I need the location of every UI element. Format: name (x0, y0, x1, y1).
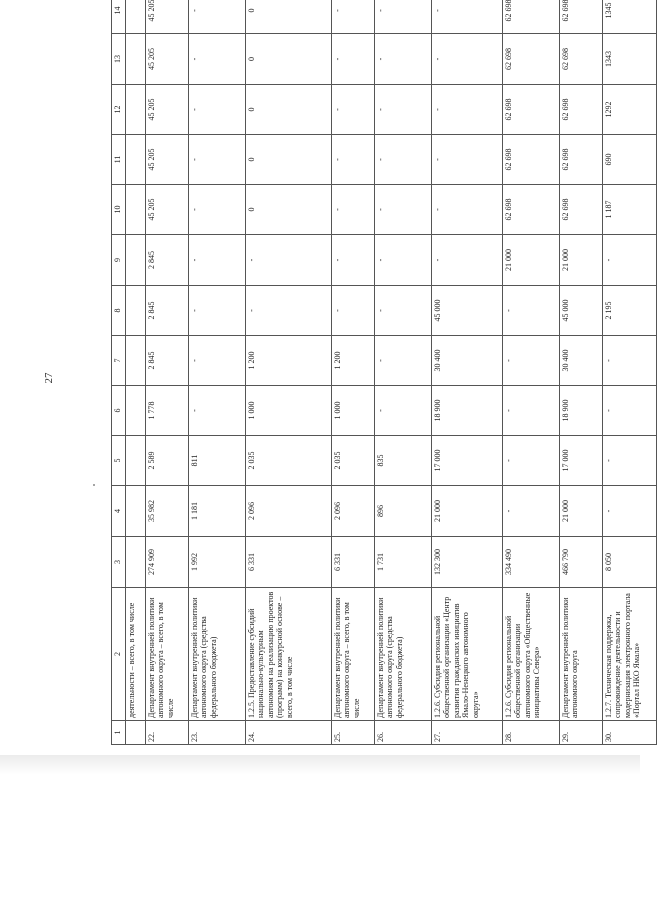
column-header: 2 (112, 588, 126, 721)
scan-dot (93, 484, 95, 486)
row-name-cell: 1.2.5. Предоставление субсидий национально-культурным автономиям на реализацию проектов (программ) на конкурсной основе – всего, в том числе (246, 588, 332, 721)
value-cell: 1 000 (332, 386, 375, 436)
table-row (189, 0, 246, 745)
value-cell: 21 000 (432, 486, 503, 537)
value-cell: 2 589 (146, 436, 189, 486)
value-cell (126, 34, 146, 85)
row-number-cell: 24. (246, 721, 332, 745)
value-cell: 1343 (603, 34, 657, 85)
value-cell: - (332, 235, 375, 286)
table-row (332, 0, 375, 745)
value-cell (126, 85, 146, 135)
value-cell: 0 (246, 0, 332, 34)
value-cell: - (246, 235, 332, 286)
value-cell: - (332, 185, 375, 235)
column-header: 7 (112, 336, 126, 386)
table-row (603, 0, 657, 745)
value-cell: 62 698 (503, 185, 560, 235)
value-cell: - (332, 286, 375, 336)
value-cell: - (189, 185, 246, 235)
value-cell: 18 900 (432, 386, 503, 436)
value-cell: 896 (375, 486, 432, 537)
value-cell: 1 992 (189, 537, 246, 588)
value-cell: - (432, 185, 503, 235)
column-header: 11 (112, 135, 126, 185)
value-cell: - (189, 235, 246, 286)
value-cell (126, 336, 146, 386)
value-cell: - (603, 336, 657, 386)
value-cell: - (375, 85, 432, 135)
value-cell: - (189, 286, 246, 336)
value-cell: 1 187 (603, 185, 657, 235)
value-cell: - (375, 34, 432, 85)
row-name-cell: Департамент внутренней политики автономного округа (560, 588, 603, 721)
value-cell: 0 (246, 135, 332, 185)
value-cell: 45 205 (146, 185, 189, 235)
value-cell: 1292 (603, 85, 657, 135)
table-row (560, 0, 603, 745)
value-cell: - (432, 235, 503, 286)
value-cell: 334 490 (503, 537, 560, 588)
value-cell: 835 (375, 436, 432, 486)
column-header: 13 (112, 34, 126, 85)
value-cell: 6 331 (332, 537, 375, 588)
value-cell: 62 698 (503, 34, 560, 85)
table-row (146, 0, 189, 745)
value-cell: - (503, 286, 560, 336)
value-cell: 62 698 (560, 85, 603, 135)
value-cell (126, 486, 146, 537)
value-cell: - (375, 386, 432, 436)
value-cell (126, 135, 146, 185)
value-cell: 62 698 (560, 34, 603, 85)
value-cell: 274 909 (146, 537, 189, 588)
value-cell: - (603, 436, 657, 486)
row-number-cell: 27. (432, 721, 503, 745)
value-cell: 62 698 (560, 0, 603, 34)
value-cell: 1 731 (375, 537, 432, 588)
value-cell: - (375, 135, 432, 185)
value-cell: 17 000 (560, 436, 603, 486)
value-cell: 35 982 (146, 486, 189, 537)
value-cell: - (603, 486, 657, 537)
value-cell (126, 286, 146, 336)
row-number-cell: 23. (189, 721, 246, 745)
value-cell: 2 845 (146, 286, 189, 336)
row-number-cell: 25. (332, 721, 375, 745)
value-cell: - (246, 286, 332, 336)
table-row (246, 0, 332, 745)
value-cell: - (503, 486, 560, 537)
value-cell: - (189, 386, 246, 436)
column-header: 5 (112, 436, 126, 486)
value-cell: 1 181 (189, 486, 246, 537)
value-cell: 62 698 (503, 135, 560, 185)
value-cell (126, 386, 146, 436)
value-cell: 1345 (603, 0, 657, 34)
table-header-row (112, 0, 126, 745)
value-cell: - (503, 436, 560, 486)
value-cell: - (189, 34, 246, 85)
value-cell: - (375, 235, 432, 286)
value-cell: - (503, 336, 560, 386)
value-cell: - (189, 0, 246, 34)
value-cell: 62 698 (560, 185, 603, 235)
value-cell: 30 400 (560, 336, 603, 386)
value-cell: 8 050 (603, 537, 657, 588)
column-header: 14 (112, 0, 126, 34)
table-row (126, 0, 146, 745)
value-cell: - (375, 336, 432, 386)
value-cell: 1 200 (332, 336, 375, 386)
value-cell: 132 300 (432, 537, 503, 588)
value-cell: 17 000 (432, 436, 503, 486)
value-cell: 0 (246, 85, 332, 135)
column-header: 9 (112, 235, 126, 286)
table-row (503, 0, 560, 745)
value-cell: 1 778 (146, 386, 189, 436)
value-cell: 45 000 (432, 286, 503, 336)
row-name-cell: 1.2.7. Техническая поддержка, сопровождение деятельности и модернизация электронного портала «Портал НКО Ямала» (603, 588, 657, 721)
value-cell: 2 845 (146, 336, 189, 386)
value-cell (126, 537, 146, 588)
value-cell (126, 436, 146, 486)
value-cell: 2 096 (332, 486, 375, 537)
row-number-cell: 22. (146, 721, 189, 745)
value-cell: - (189, 85, 246, 135)
row-number-cell: 29. (560, 721, 603, 745)
column-header: 4 (112, 486, 126, 537)
row-name-cell: 1.2.6. Субсидия региональной общественной организации автономного округа «Общественные инициативы Севера» (503, 588, 560, 721)
column-header: 1 (112, 721, 126, 745)
value-cell: 690 (603, 135, 657, 185)
page-number: 27 (43, 372, 55, 384)
value-cell: 21 000 (560, 235, 603, 286)
value-cell: 0 (246, 34, 332, 85)
value-cell: - (375, 286, 432, 336)
value-cell (126, 0, 146, 34)
scan-shadow (0, 755, 640, 775)
value-cell: 62 698 (503, 0, 560, 34)
value-cell (126, 185, 146, 235)
row-name-cell: деятельности – всего, в том числе (126, 588, 146, 721)
row-number-cell (126, 721, 146, 745)
value-cell: 1 200 (246, 336, 332, 386)
value-cell: 2 096 (246, 486, 332, 537)
value-cell: - (189, 135, 246, 185)
value-cell: 45 205 (146, 0, 189, 34)
table-row (375, 0, 432, 745)
value-cell: - (503, 386, 560, 436)
value-cell: - (375, 0, 432, 34)
value-cell (126, 235, 146, 286)
row-name-cell: 1.2.6. Субсидия региональной общественной организации «Центр развития гражданских инициатив Ямало-Ненецкого автономного округа» (432, 588, 503, 721)
value-cell: - (375, 185, 432, 235)
column-header: 12 (112, 85, 126, 135)
value-cell: 45 205 (146, 135, 189, 185)
value-cell: 2 035 (332, 436, 375, 486)
value-cell: 0 (246, 185, 332, 235)
value-cell: - (332, 0, 375, 34)
table-row (432, 0, 503, 745)
row-name-cell: Департамент внутренней политики автономного округа (средства федерального бюджета) (189, 588, 246, 721)
row-number-cell: 30. (603, 721, 657, 745)
value-cell: - (332, 135, 375, 185)
value-cell: 45 205 (146, 34, 189, 85)
value-cell: - (332, 34, 375, 85)
value-cell: - (189, 336, 246, 386)
value-cell: 466 790 (560, 537, 603, 588)
value-cell: 811 (189, 436, 246, 486)
row-name-cell: Департамент внутренней политики автономного округа – всего, в том числе (146, 588, 189, 721)
value-cell: - (332, 85, 375, 135)
value-cell: 21 000 (560, 486, 603, 537)
value-cell: 45 205 (146, 85, 189, 135)
value-cell: - (432, 34, 503, 85)
value-cell: 18 900 (560, 386, 603, 436)
column-header: 3 (112, 537, 126, 588)
value-cell: - (432, 85, 503, 135)
value-cell: 6 331 (246, 537, 332, 588)
column-header: 6 (112, 386, 126, 436)
column-header: 10 (112, 185, 126, 235)
row-number-cell: 28. (503, 721, 560, 745)
value-cell: 1 000 (246, 386, 332, 436)
row-name-cell: Департамент внутренней политики автономного округа (средства федерального бюджета) (375, 588, 432, 721)
budget-table (111, 0, 657, 745)
value-cell: 62 698 (560, 135, 603, 185)
value-cell: - (432, 0, 503, 34)
value-cell: - (603, 235, 657, 286)
column-header: 8 (112, 286, 126, 336)
value-cell: - (432, 135, 503, 185)
value-cell: 2 845 (146, 235, 189, 286)
value-cell: - (603, 386, 657, 436)
row-number-cell: 26. (375, 721, 432, 745)
rotated-table-container (111, 0, 642, 745)
value-cell: 21 000 (503, 235, 560, 286)
row-name-cell: Департамент внутренней политики автономного округа – всего, в том числе (332, 588, 375, 721)
value-cell: 2 035 (246, 436, 332, 486)
value-cell: 30 400 (432, 336, 503, 386)
value-cell: 45 000 (560, 286, 603, 336)
value-cell: 2 195 (603, 286, 657, 336)
value-cell: 62 698 (503, 85, 560, 135)
